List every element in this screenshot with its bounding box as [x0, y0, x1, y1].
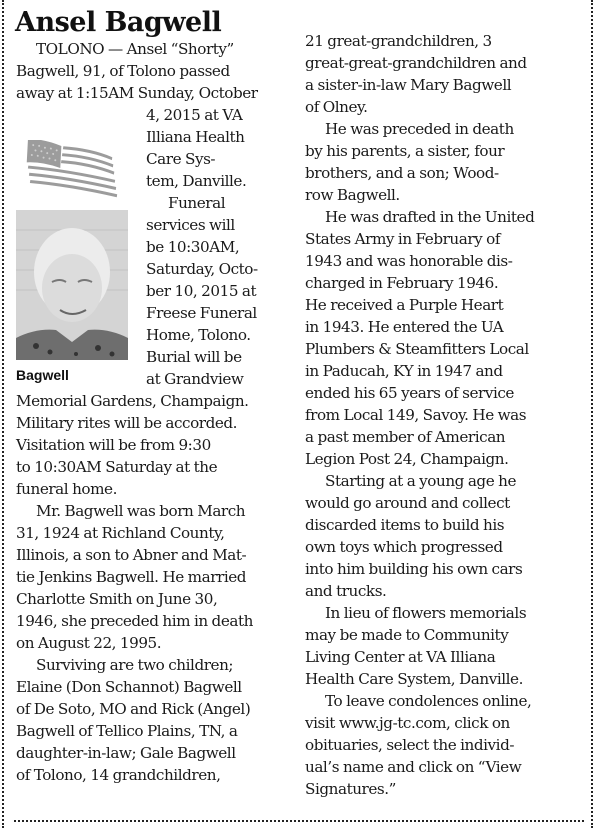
text-line: great-great-grandchildren and — [305, 54, 527, 72]
text-line: Elaine (Don Schannot) Bagwell — [16, 678, 242, 696]
text-line: Health Care System, Danville. — [305, 670, 523, 688]
text-line: Burial will be — [146, 348, 242, 366]
text-line: Starting at a young age he — [325, 472, 516, 490]
text-line: Living Center at VA Illiana — [305, 648, 496, 666]
text-line: may be made to Community — [305, 626, 509, 644]
text-column-left — [16, 38, 288, 786]
text-line: daughter-in-law; Gale Bagwell — [16, 744, 236, 762]
text-line: He was drafted in the United — [325, 208, 535, 226]
text-line: Funeral — [168, 194, 226, 212]
text-line: tie Jenkins Bagwell. He married — [16, 568, 247, 586]
text-line: To leave condolences online, — [325, 692, 532, 710]
text-line: Freese Funeral — [146, 304, 257, 322]
text-line: in 1943. He entered the UA — [305, 318, 504, 336]
text-line: and trucks. — [305, 582, 387, 600]
text-line: at Grandview — [146, 370, 244, 388]
text-line: 31, 1924 at Richland County, — [16, 524, 225, 542]
text-line: TOLONO — Ansel “Shorty” — [36, 40, 234, 58]
text-line: of De Soto, MO and Rick (Angel) — [16, 700, 251, 718]
text-line: In lieu of flowers memorials — [325, 604, 527, 622]
text-line: Charlotte Smith on June 30, — [16, 590, 218, 608]
text-line: Illiana Health — [146, 128, 245, 146]
text-line: brothers, and a son; Wood- — [305, 164, 499, 182]
text-line: services will — [146, 216, 235, 234]
text-line: ber 10, 2015 at — [146, 282, 257, 300]
text-line: into him building his own cars — [305, 560, 523, 578]
text-line: a past member of American — [305, 428, 506, 446]
text-line: Bagwell, 91, of Tolono passed — [16, 62, 230, 80]
text-line: Illinois, a son to Abner and Mat- — [16, 546, 247, 564]
text-line: on August 22, 1995. — [16, 634, 162, 652]
text-line: Plumbers & Steamfitters Local — [305, 340, 529, 358]
text-line: discarded items to build his — [305, 516, 505, 534]
text-line: would go around and collect — [305, 494, 510, 512]
text-line: be 10:30AM, — [146, 238, 240, 256]
text-line: from Local 149, Savoy. He was — [305, 406, 527, 424]
text-line: Bagwell of Tellico Plains, TN, a — [16, 722, 238, 740]
text-line: by his parents, a sister, four — [305, 142, 505, 160]
obituary-title: Ansel Bagwell — [15, 7, 222, 38]
text-line: row Bagwell. — [305, 186, 400, 204]
text-line: Home, Tolono. — [146, 326, 251, 344]
text-line: to 10:30AM Saturday at the — [16, 458, 218, 476]
text-line: 1946, she preceded him in death — [16, 612, 253, 630]
dotted-border-bottom — [14, 820, 584, 822]
text-line: Mr. Bagwell was born March — [36, 502, 246, 520]
text-line: of Tolono, 14 grandchildren, — [16, 766, 221, 784]
text-line: Saturday, Octo- — [146, 260, 258, 278]
text-line: Surviving are two children; — [36, 656, 234, 674]
text-line: Legion Post 24, Champaign. — [305, 450, 509, 468]
photo-caption: Bagwell — [16, 367, 69, 383]
text-line: He received a Purple Heart — [305, 296, 504, 314]
text-line: tem, Danville. — [146, 172, 247, 190]
text-line: ual’s name and click on “View — [305, 758, 522, 776]
dotted-border-left — [2, 0, 4, 828]
text-line: Visitation will be from 9:30 — [16, 436, 211, 454]
text-line: a sister-in-law Mary Bagwell — [305, 76, 512, 94]
text-line: own toys which progressed — [305, 538, 503, 556]
text-line: of Olney. — [305, 98, 368, 116]
text-line: funeral home. — [16, 480, 117, 498]
text-line: Signatures.” — [305, 780, 396, 798]
text-line: charged in February 1946. — [305, 274, 499, 292]
text-line: He was preceded in death — [325, 120, 514, 138]
text-line: ended his 65 years of service — [305, 384, 514, 402]
text-line: visit www.jg-tc.com, click on — [305, 714, 510, 732]
text-line: Memorial Gardens, Champaign. — [16, 392, 249, 410]
text-line: 4, 2015 at VA — [146, 106, 243, 124]
text-column-right — [305, 30, 585, 800]
text-line: 21 great-grandchildren, 3 — [305, 32, 492, 50]
dotted-border-right — [591, 0, 593, 828]
text-line: away at 1:15AM Sunday, October — [16, 84, 258, 102]
text-line: obituaries, select the individ- — [305, 736, 515, 754]
text-line: in Paducah, KY in 1947 and — [305, 362, 503, 380]
text-line: 1943 and was honorable dis- — [305, 252, 513, 270]
text-line: States Army in February of — [305, 230, 501, 248]
text-line: Care Sys- — [146, 150, 216, 168]
text-line: Military rites will be accorded. — [16, 414, 238, 432]
